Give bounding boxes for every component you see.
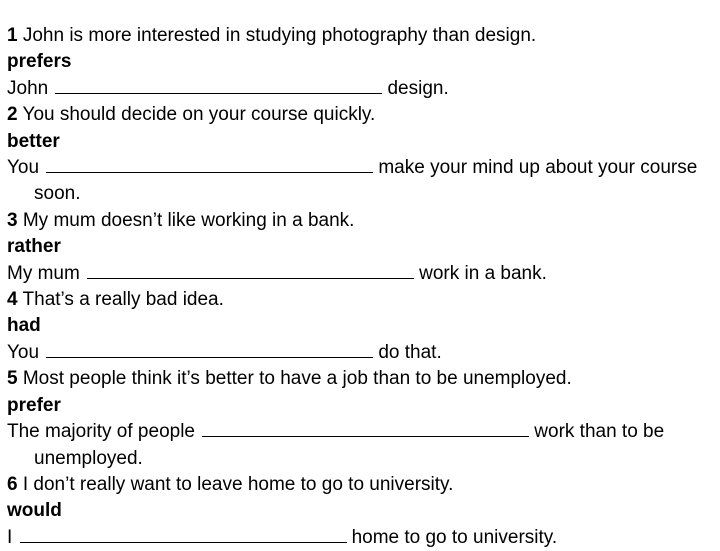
item-number: 3 <box>7 209 18 231</box>
exercise-item-4 <box>7 287 713 366</box>
original-sentence <box>7 366 713 392</box>
sentence-prefix: My mum <box>7 262 80 284</box>
original-sentence <box>7 472 713 498</box>
answer-blank[interactable] <box>46 157 373 173</box>
sentence-text: John is more interested in studying photography than design. <box>22 25 537 46</box>
gapped-sentence <box>7 340 713 366</box>
exercise-item-5 <box>7 366 713 472</box>
sentence-suffix: work in a bank. <box>419 262 547 284</box>
keyword: prefers <box>7 51 72 73</box>
item-number: 6 <box>7 473 18 495</box>
sentence-prefix: You <box>7 157 40 179</box>
exercise-item-6 <box>7 472 713 551</box>
exercise-item-2 <box>7 102 713 208</box>
gapped-sentence <box>7 419 713 472</box>
sentence-text: I don’t really want to leave home to go to university. <box>22 473 454 495</box>
sentence-suffix: home to go to university. <box>351 526 558 548</box>
keyword: better <box>7 130 60 152</box>
exercise-item-3 <box>7 208 713 287</box>
item-number: 5 <box>7 368 18 390</box>
sentence-text: Most people think it’s better to have a job than to be unemployed. <box>22 368 572 390</box>
sentence-prefix: You <box>7 341 40 363</box>
answer-blank[interactable] <box>55 78 382 94</box>
gapped-sentence <box>7 261 713 287</box>
item-number: 2 <box>7 104 18 126</box>
keyword: had <box>7 315 41 337</box>
item-number: 1 <box>7 25 18 46</box>
item-number: 4 <box>7 289 18 311</box>
keyword: would <box>7 500 62 522</box>
sentence-suffix: make your mind up about your course soon. <box>34 157 698 205</box>
sentence-text: That’s a really bad idea. <box>22 289 224 311</box>
sentence-suffix: design. <box>387 77 449 99</box>
exercise-item-1 <box>7 23 713 102</box>
gapped-sentence <box>7 155 713 208</box>
original-sentence <box>7 287 713 313</box>
answer-blank[interactable] <box>87 263 414 279</box>
answer-blank[interactable] <box>202 421 529 437</box>
original-sentence <box>7 102 713 128</box>
sentence-prefix: John <box>7 77 49 99</box>
original-sentence <box>7 23 713 49</box>
sentence-suffix: work than to be unemployed. <box>34 421 665 469</box>
sentence-prefix: I <box>7 526 13 548</box>
original-sentence <box>7 208 713 234</box>
keyword: prefer <box>7 394 61 416</box>
sentence-text: You should decide on your course quickly. <box>22 104 376 126</box>
sentence-prefix: The majority of people <box>7 421 195 443</box>
exercise-sheet <box>7 23 713 551</box>
answer-blank[interactable] <box>20 527 347 543</box>
keyword: rather <box>7 236 61 258</box>
sentence-suffix: do that. <box>378 341 442 363</box>
answer-blank[interactable] <box>46 342 373 358</box>
sentence-text: My mum doesn’t like working in a bank. <box>22 209 355 231</box>
gapped-sentence <box>7 525 713 551</box>
gapped-sentence <box>7 76 713 102</box>
